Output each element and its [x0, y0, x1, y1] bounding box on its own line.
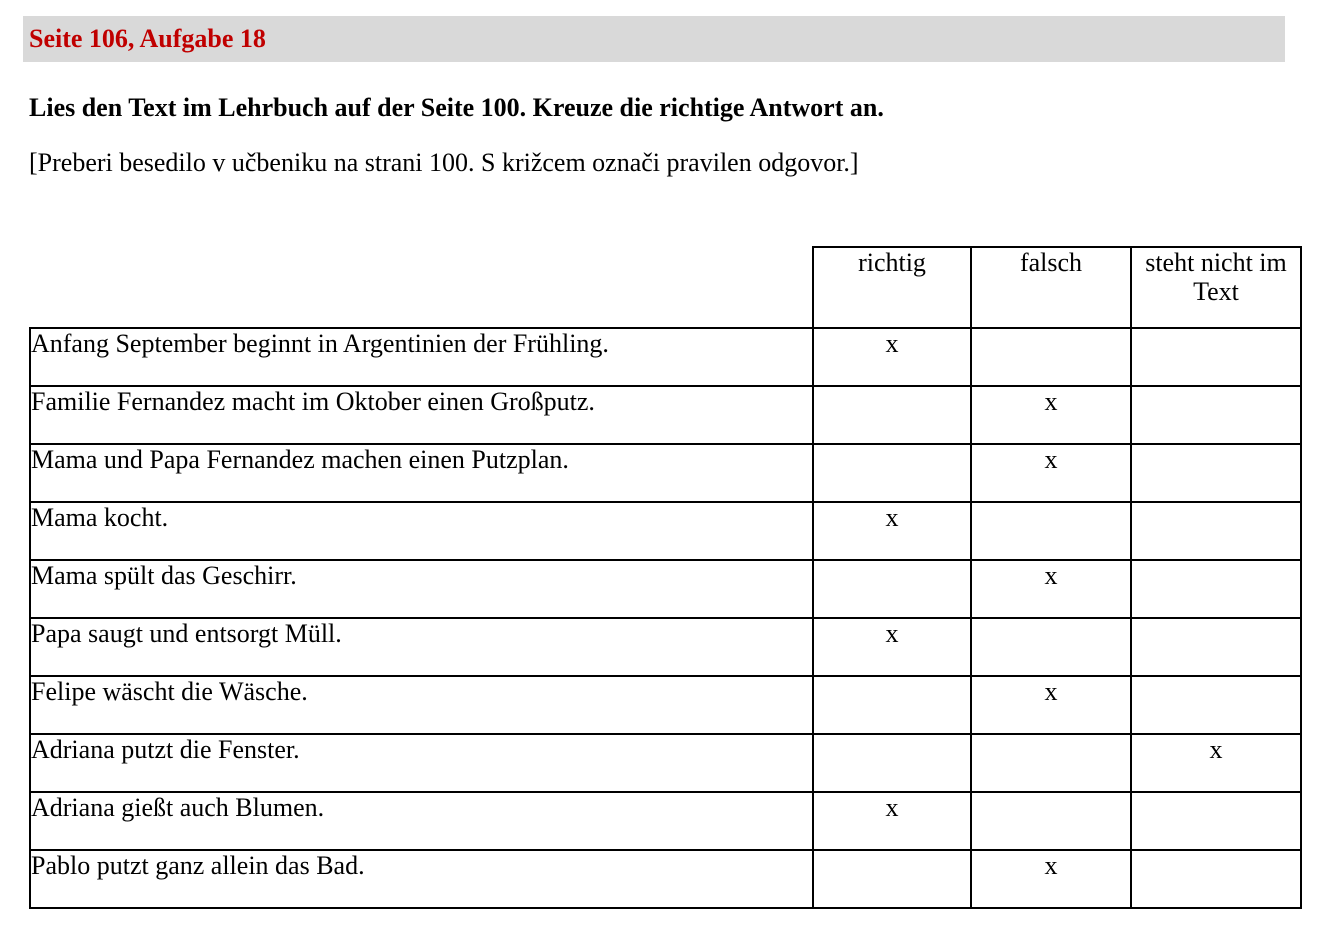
statement-cell: Mama und Papa Fernandez machen einen Putzplan. [30, 444, 813, 502]
table-row [30, 676, 1301, 734]
steht-nicht-cell [1131, 328, 1301, 386]
statement-cell: Familie Fernandez macht im Oktober einen Großputz. [30, 386, 813, 444]
richtig-cell [813, 734, 971, 792]
falsch-cell: x [971, 560, 1131, 618]
exercise-title: Seite 106, Aufgabe 18 [29, 24, 266, 53]
statement-cell: Papa saugt und entsorgt Müll. [30, 618, 813, 676]
falsch-cell [971, 618, 1131, 676]
table-row [30, 850, 1301, 908]
steht-nicht-cell [1131, 560, 1301, 618]
steht-nicht-cell [1131, 386, 1301, 444]
table-row [30, 792, 1301, 850]
steht-nicht-cell [1131, 444, 1301, 502]
table-row [30, 618, 1301, 676]
column-header-steht-nicht-im-text: steht nicht im Text [1131, 247, 1301, 328]
falsch-cell: x [971, 850, 1131, 908]
column-header-falsch: falsch [971, 247, 1131, 328]
steht-nicht-cell [1131, 618, 1301, 676]
table-row [30, 444, 1301, 502]
steht-nicht-cell [1131, 502, 1301, 560]
falsch-cell: x [971, 386, 1131, 444]
falsch-cell: x [971, 444, 1131, 502]
falsch-cell [971, 328, 1131, 386]
steht-nicht-cell [1131, 676, 1301, 734]
falsch-cell: x [971, 676, 1131, 734]
table-row [30, 734, 1301, 792]
richtig-cell [813, 560, 971, 618]
table-corner-cell [30, 247, 813, 328]
column-header-richtig: richtig [813, 247, 971, 328]
statement-cell: Mama spült das Geschirr. [30, 560, 813, 618]
table-row [30, 386, 1301, 444]
falsch-cell [971, 792, 1131, 850]
richtig-cell: x [813, 328, 971, 386]
richtig-cell [813, 676, 971, 734]
richtig-cell [813, 386, 971, 444]
richtig-cell: x [813, 618, 971, 676]
table-header-row [30, 247, 1301, 328]
richtig-cell: x [813, 792, 971, 850]
statement-cell: Pablo putzt ganz allein das Bad. [30, 850, 813, 908]
falsch-cell [971, 502, 1131, 560]
statement-cell: Adriana gießt auch Blumen. [30, 792, 813, 850]
translation-text: [Preberi besedilo v učbeniku na strani 100. S križcem označi pravilen odgovor.] [29, 148, 859, 177]
table-row [30, 502, 1301, 560]
table-row [30, 328, 1301, 386]
steht-nicht-cell [1131, 792, 1301, 850]
steht-nicht-cell [1131, 850, 1301, 908]
exercise-header-bar [23, 16, 1285, 62]
richtig-cell: x [813, 502, 971, 560]
statement-cell: Felipe wäscht die Wäsche. [30, 676, 813, 734]
table-row [30, 560, 1301, 618]
richtig-cell [813, 444, 971, 502]
falsch-cell [971, 734, 1131, 792]
answer-table [29, 246, 1302, 909]
richtig-cell [813, 850, 971, 908]
statement-cell: Anfang September beginnt in Argentinien der Frühling. [30, 328, 813, 386]
statement-cell: Adriana putzt die Fenster. [30, 734, 813, 792]
steht-nicht-cell: x [1131, 734, 1301, 792]
statement-cell: Mama kocht. [30, 502, 813, 560]
instruction-text: Lies den Text im Lehrbuch auf der Seite 100. Kreuze die richtige Antwort an. [29, 93, 884, 122]
